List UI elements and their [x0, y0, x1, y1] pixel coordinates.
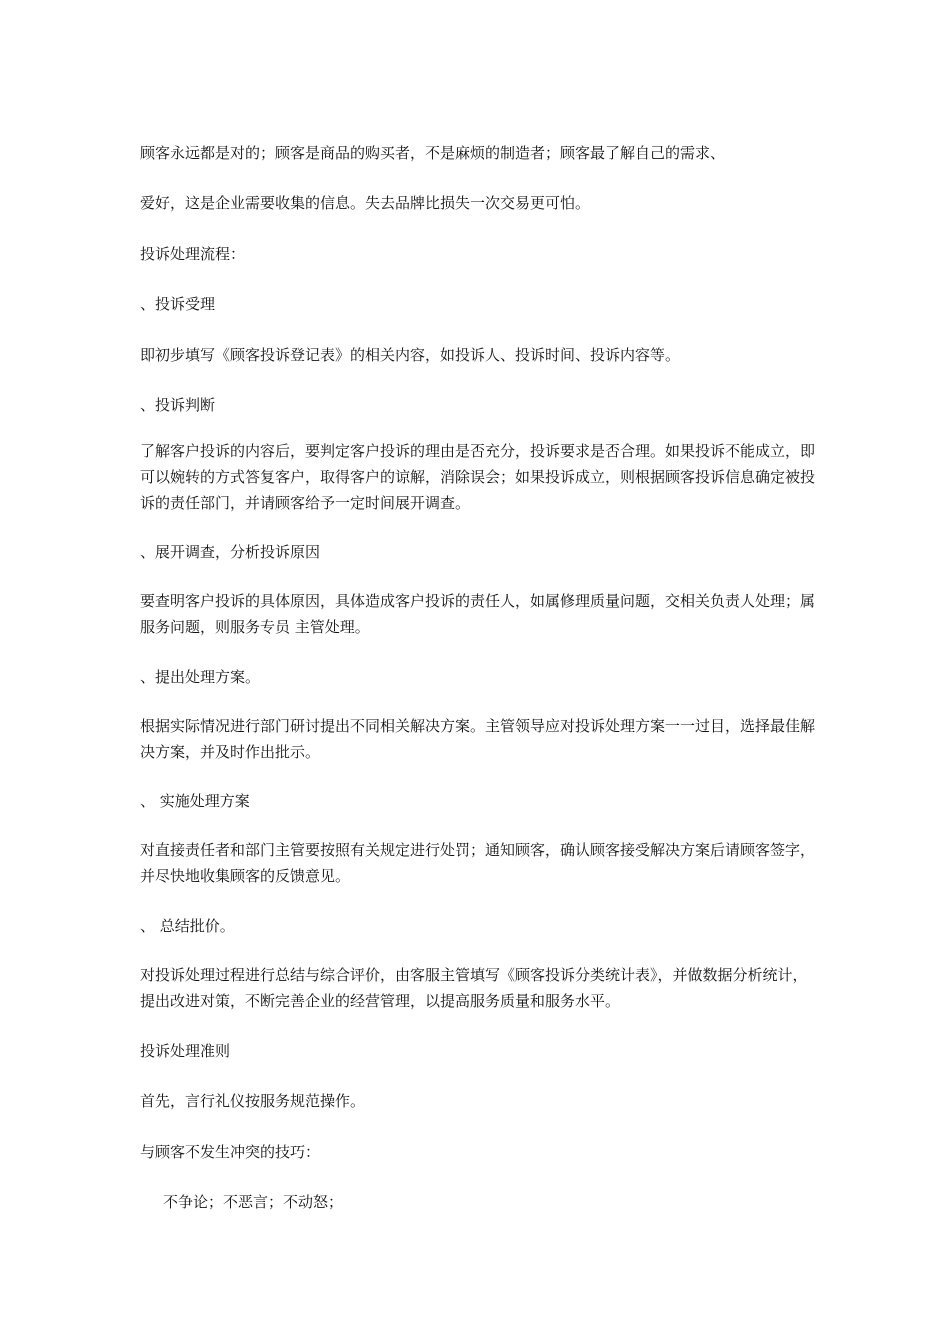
step-6-body: 对投诉处理过程进行总结与综合评价，由客服主管填写《顾客投诉分类统计表》，并做数据分析统计，提出改进对策，不断完善企业的经营管理，以提高服务质量和服务水平。	[140, 966, 808, 1010]
principle-first: 首先，言行礼仪按服务规范操作。	[140, 1092, 366, 1110]
step-5-title: 、 实施处理方案	[140, 792, 250, 810]
step-4-body: 根据实际情况进行部门研讨提出不同相关解决方案。主管领导应对投诉处理方案一一过目，选择最佳解决方案，并及时作出批示。	[140, 717, 816, 761]
intro-line-2: 爱好，这是企业需要收集的信息。失去品牌比损失一次交易更可怕。	[140, 194, 591, 212]
step-6-title: 、 总结批价。	[140, 917, 235, 935]
step-1-body: 即初步填写《顾客投诉登记表》的相关内容，如投诉人、投诉时间、投诉内容等。	[140, 346, 681, 364]
step-1-title: 、投诉受理	[140, 295, 216, 313]
conflict-heading: 与顾客不发生冲突的技巧：	[140, 1143, 321, 1161]
step-5-body: 对直接责任者和部门主管要按照有关规定进行处罚；通知顾客，确认顾客接受解决方案后请顾客签字，并尽快地收集顾客的反馈意见。	[140, 841, 816, 885]
step-3-title: 、展开调查，分析投诉原因	[140, 543, 321, 561]
step-2-body: 了解客户投诉的内容后，要判定客户投诉的理由是否充分，投诉要求是否合理。如果投诉不能成立，即可以婉转的方式答复客户，取得客户的谅解，消除误会；如果投诉成立，则根据顾客投诉信息确定被投诉的责任部门，并请顾客给予一定时间展开调查。	[140, 442, 816, 512]
step-3-body: 要查明客户投诉的具体原因，具体造成客户投诉的责任人，如属修理质量问题，交相关负责人处理；属服务问题，则服务专员 主管处理。	[140, 592, 816, 636]
principles-heading: 投诉处理准则	[140, 1042, 231, 1060]
step-4-title: 、提出处理方案。	[140, 668, 261, 686]
conflict-item: 不争论；不恶言；不动怒；	[163, 1193, 344, 1211]
intro-line-1: 顾客永远都是对的；顾客是商品的购买者，不是麻烦的制造者；顾客最了解自己的需求、	[140, 144, 726, 162]
step-2-title: 、投诉判断	[140, 396, 216, 414]
process-heading: 投诉处理流程：	[140, 245, 246, 263]
